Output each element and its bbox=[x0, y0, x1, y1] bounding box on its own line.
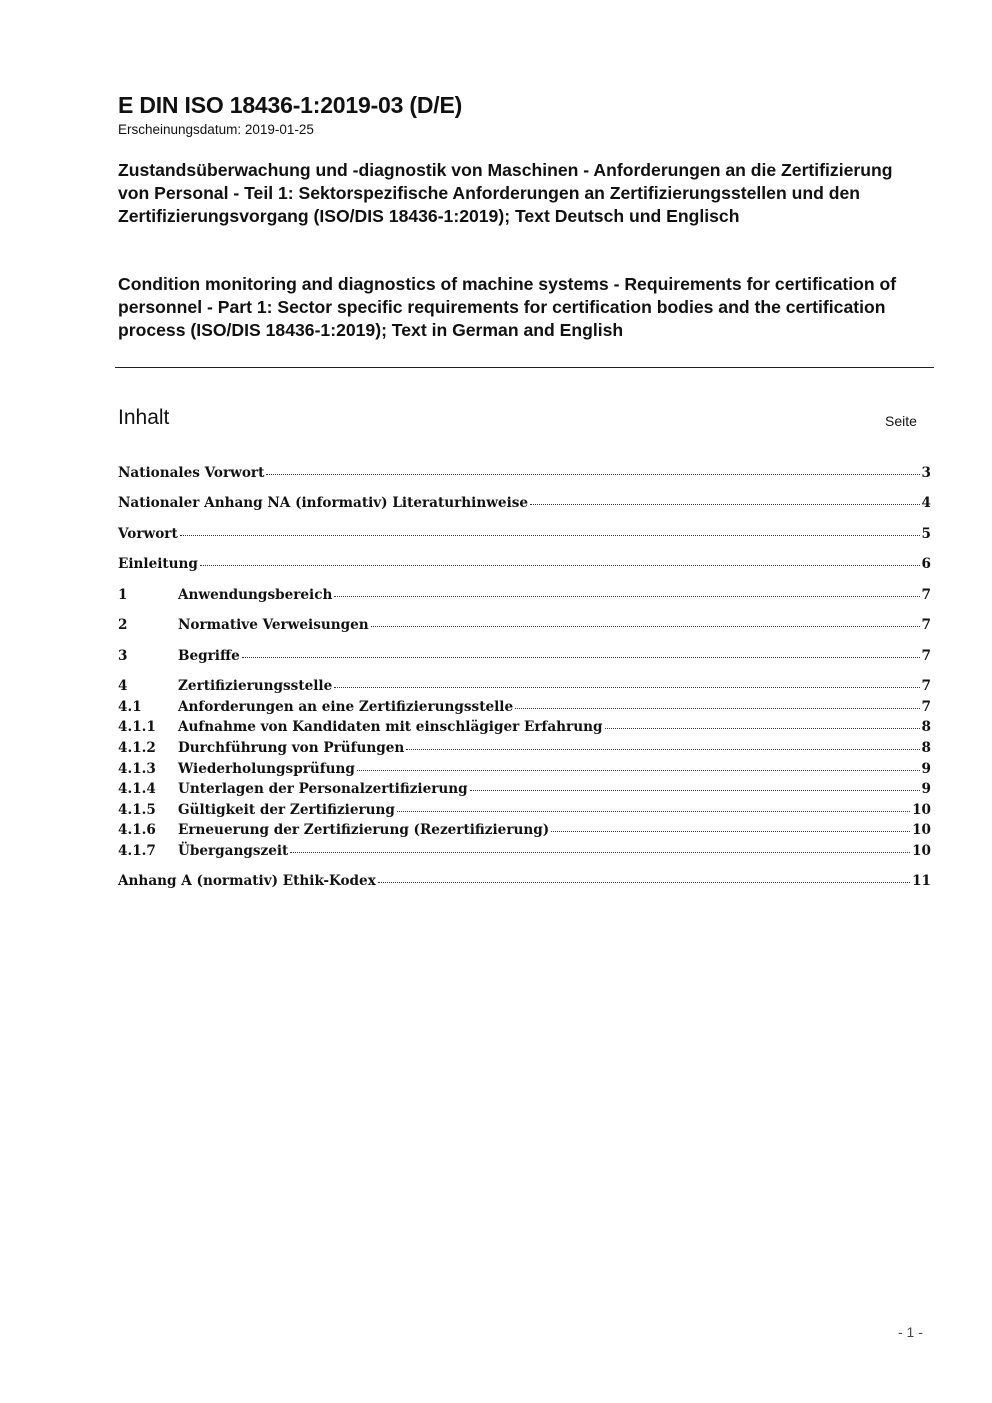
toc-entry[interactable] bbox=[118, 779, 931, 799]
toc-entry-page: 7 bbox=[921, 617, 931, 633]
toc-entry-title: Einleitung bbox=[118, 556, 198, 572]
toc-entry-page: 6 bbox=[921, 556, 931, 572]
toc-entry-number: 4.1.6 bbox=[118, 822, 156, 838]
toc-entry-title: Unterlagen der Personalzertifizierung bbox=[178, 781, 468, 797]
toc-entry[interactable] bbox=[118, 871, 931, 891]
toc-entry[interactable] bbox=[118, 646, 931, 666]
title-divider bbox=[115, 367, 934, 368]
toc-entry-page: 7 bbox=[921, 648, 931, 664]
toc-leader-dots bbox=[371, 625, 920, 627]
toc-entry-title: Anwendungsbereich bbox=[178, 587, 333, 603]
toc-entry-number: 3 bbox=[118, 648, 128, 664]
toc-page-column-label: Seite bbox=[885, 413, 917, 429]
toc-entry[interactable] bbox=[118, 676, 931, 696]
toc-entry[interactable] bbox=[118, 759, 931, 779]
toc-entry-number: 4.1.2 bbox=[118, 740, 156, 756]
toc-leader-dots bbox=[266, 473, 919, 475]
toc-leader-dots bbox=[180, 534, 920, 536]
toc-leader-dots bbox=[406, 748, 919, 750]
toc-entry-title: Nationaler Anhang NA (informativ) Literaturhinweise bbox=[118, 495, 529, 511]
toc-leader-dots bbox=[378, 881, 910, 883]
toc-entry[interactable] bbox=[118, 697, 931, 717]
toc-entry[interactable] bbox=[118, 493, 931, 513]
toc-entry-number: 4.1.4 bbox=[118, 781, 156, 797]
toc-entry-title: Anforderungen an eine Zertifizierungsstelle bbox=[178, 699, 514, 715]
toc-leader-dots bbox=[242, 656, 920, 658]
toc-leader-dots bbox=[200, 564, 920, 566]
toc-entry-page: 3 bbox=[921, 465, 931, 481]
toc-leader-dots bbox=[470, 789, 920, 791]
toc-leader-dots bbox=[530, 503, 919, 505]
page-number: - 1 - bbox=[898, 1324, 923, 1340]
toc-entry-page: 10 bbox=[912, 843, 931, 859]
toc-entry[interactable] bbox=[118, 738, 931, 758]
toc-entry-title: Zertifizierungsstelle bbox=[178, 678, 333, 694]
toc-entry-page: 9 bbox=[921, 781, 931, 797]
toc-entry-number: 1 bbox=[118, 587, 128, 603]
toc-leader-dots bbox=[334, 686, 919, 688]
toc-entry[interactable] bbox=[118, 841, 931, 861]
toc-entry-number: 4.1.5 bbox=[118, 802, 156, 818]
toc-entry-title: Aufnahme von Kandidaten mit einschlägiger Erfahrung bbox=[178, 719, 603, 735]
toc-entry[interactable] bbox=[118, 554, 931, 574]
toc-entry-number: 4.1.7 bbox=[118, 843, 156, 859]
toc-entry[interactable] bbox=[118, 615, 931, 635]
toc-entry-title: Durchführung von Prüfungen bbox=[178, 740, 405, 756]
publication-date: Erscheinungsdatum: 2019-01-25 bbox=[118, 122, 314, 137]
toc-leader-dots bbox=[605, 727, 920, 729]
toc-entry-page: 7 bbox=[921, 678, 931, 694]
toc-entry-page: 8 bbox=[921, 719, 931, 735]
toc-entry[interactable] bbox=[118, 463, 931, 483]
toc-leader-dots bbox=[551, 830, 910, 832]
toc-entry-title: Nationales Vorwort bbox=[118, 465, 265, 481]
toc-entry[interactable] bbox=[118, 800, 931, 820]
toc-entry-title: Erneuerung der Zertifizierung (Rezertifizierung) bbox=[178, 822, 550, 838]
toc-entry-page: 5 bbox=[921, 526, 931, 542]
toc-entry-title: Übergangszeit bbox=[178, 843, 289, 859]
toc-entry-title: Wiederholungsprüfung bbox=[178, 761, 355, 777]
toc-entry[interactable] bbox=[118, 820, 931, 840]
toc-leader-dots bbox=[290, 851, 910, 853]
toc-entry-title: Begriffe bbox=[178, 648, 240, 664]
toc-entry-number: 4.1.1 bbox=[118, 719, 156, 735]
toc-leader-dots bbox=[334, 595, 919, 597]
toc-entry-page: 10 bbox=[912, 802, 931, 818]
toc-leader-dots bbox=[357, 769, 920, 771]
document-id: E DIN ISO 18436-1:2019-03 (D/E) bbox=[118, 92, 463, 118]
toc-entry-page: 10 bbox=[912, 822, 931, 838]
toc-entry-title: Normative Verweisungen bbox=[178, 617, 369, 633]
title-german: Zustandsüberwachung und -diagnostik von Maschinen - Anforderungen an die Zertifizierung von Personal - Teil 1: Sektorspezifische Anforderungen an Zertifizierungsstellen und den Zertifizierungsvorgang (ISO/DIS 18436-1:2019); Text Deutsch und Englisch bbox=[118, 160, 893, 226]
toc-entry-title: Gültigkeit der Zertifizierung bbox=[178, 802, 395, 818]
title-english: Condition monitoring and diagnostics of machine systems - Requirements for certification of personnel - Part 1: Sector specific requirements for certification bodies and the certification process (ISO/DIS 18436-1:2019); Text in German and English bbox=[118, 274, 897, 340]
toc-entry-title: Anhang A (normativ) Ethik-Kodex bbox=[118, 873, 376, 889]
toc-entry[interactable] bbox=[118, 585, 931, 605]
toc-entry-page: 7 bbox=[921, 587, 931, 603]
toc-entry-page: 7 bbox=[921, 699, 931, 715]
toc-entry-title: Vorwort bbox=[118, 526, 178, 542]
toc-entry-number: 4 bbox=[118, 678, 128, 694]
toc-entry-page: 4 bbox=[921, 495, 931, 511]
toc-entry-number: 4.1.3 bbox=[118, 761, 156, 777]
toc-entry[interactable] bbox=[118, 524, 931, 544]
toc-entry-number: 4.1 bbox=[118, 699, 142, 715]
toc-leader-dots bbox=[397, 810, 910, 812]
toc-entry-page: 8 bbox=[921, 740, 931, 756]
toc-entry-number: 2 bbox=[118, 617, 128, 633]
toc-entry-page: 11 bbox=[912, 873, 931, 889]
toc-leader-dots bbox=[515, 707, 919, 709]
toc-heading: Inhalt bbox=[118, 406, 170, 429]
toc-entry[interactable] bbox=[118, 717, 931, 737]
toc-entry-page: 9 bbox=[921, 761, 931, 777]
